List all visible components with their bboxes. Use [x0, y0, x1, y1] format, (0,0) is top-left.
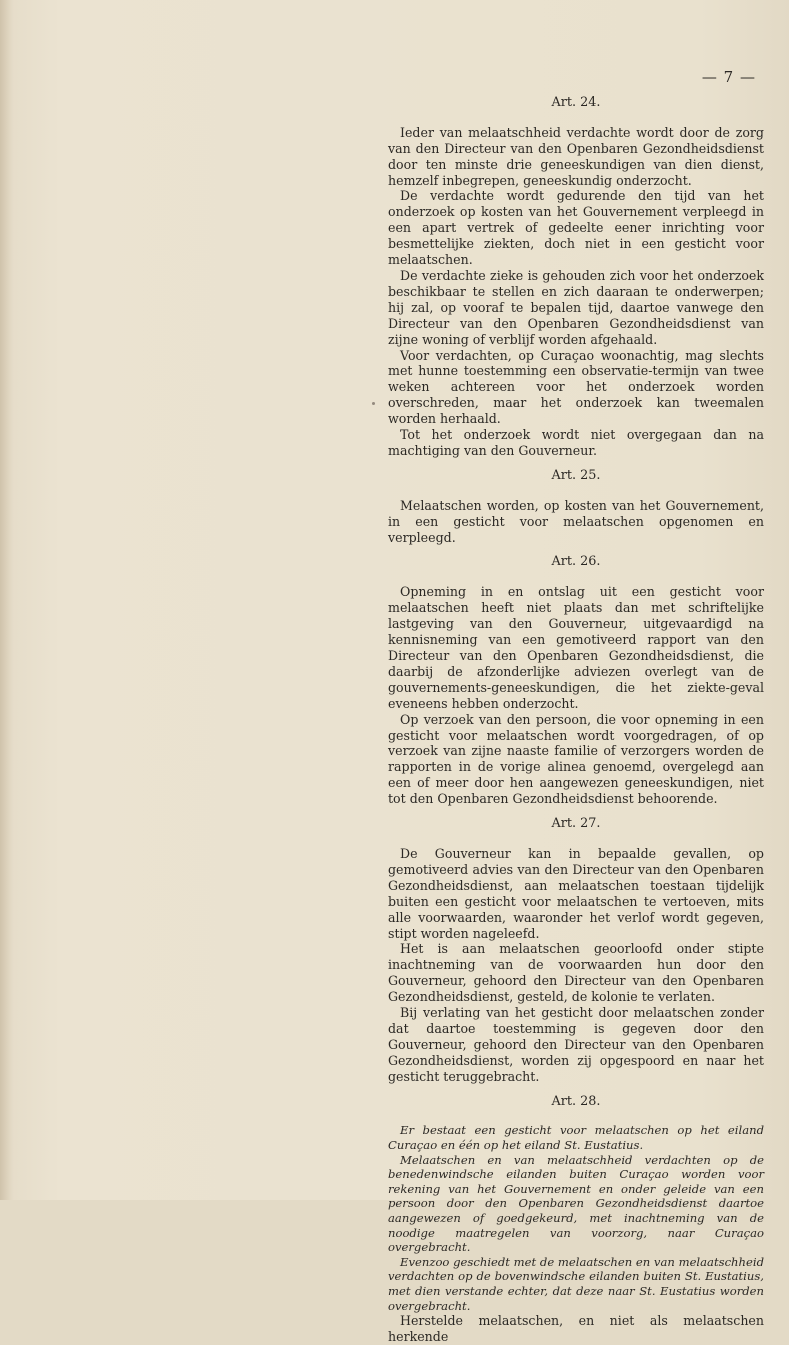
paper-speck: [372, 402, 375, 405]
paragraph: Op verzoek van den persoon, die voor opneming in een gesticht voor melaatschen wordt voorgedragen, of op verzoek van zijne naaste familie of verzorgers worden de rapporten in de vorige alinea genoemd, overgelegd aan een of meer door hen aangewezen geneeskundigen, niet tot den Openbaren Gezondheidsdienst behoorende.: [388, 711, 764, 807]
article-heading: Art. 25.: [551, 467, 601, 483]
text-column: [388, 70, 764, 1345]
paragraph: Ieder van melaatschheid verdachte wordt door de zorg van den Directeur van den Openbaren Gezondheidsdienst door ten minste drie geneeskundigen van dien dienst, hemzelf inbegrepen, geneeskundig onderzocht.: [388, 124, 764, 188]
article-heading: Art. 26.: [551, 554, 601, 570]
italic-paragraph: Melaatschen en van melaatschheid verdachten op de benedenwindsche eilanden buiten Curaçao worden voor rekening van het Gouvernement en onder geleide van een persoon door den Openbaren Gezondheidsdienst daartoe aangewezen of goedgekeurd, met inachtneming van de noodige maatregelen van voorzorg, naar Curaçao overgebracht.: [388, 1152, 764, 1255]
paragraph: Het is aan melaatschen geoorloofd onder stipte inachtneming van de voorwaarden hun door den Gouverneur, gehoord den Directeur van den Openbaren Gezondheidsdienst, gesteld, de kolonie te verlaten.: [388, 941, 764, 1005]
paragraph: De verdachte wordt gedurende den tijd van het onderzoek op kosten van het Gouvernement verpleegd in een apart vertrek of gedeelte eener inrichting voor besmettelijke ziekten, doch niet in een gesticht voor melaatschen.: [388, 188, 764, 268]
italic-paragraph: Evenzoo geschiedt met de melaatschen en van melaatschheid verdachten op de bovenwindsche eilanden buiten St. Eustatius, met dien verstande echter, dat deze naar St. Eustatius worden overgebracht.: [388, 1254, 764, 1313]
paragraph: Melaatschen worden, op kosten van het Gouvernement, in een gesticht voor melaatschen opgenomen en verpleegd.: [388, 497, 764, 545]
page-fold-shadow: [0, 0, 10, 1200]
paragraph: Herstelde melaatschen, en niet als melaatschen herkende: [388, 1313, 764, 1345]
paragraph: Voor verdachten, op Curaçao woonachtig, mag slechts met hunne toestemming een observatie-termijn van twee weken achtereen voor het onderzoek worden overschreden, maar het onderzoek kan tweemalen worden herhaald.: [388, 347, 764, 427]
paragraph: De verdachte zieke is gehouden zich voor het onderzoek beschikbaar te stellen en zich daaraan te onderwerpen; hij zal, op vooraf te bepalen tijd, daartoe vanwege den Directeur van den Openbaren Gezondheidsdienst van zijne woning of verblijf worden afgehaald.: [388, 267, 764, 347]
paragraph: De Gouverneur kan in bepaalde gevallen, op gemotiveerd advies van den Directeur van den Openbaren Gezondheidsdienst, aan melaatschen toestaan tijdelijk buiten een gesticht voor melaatschen te vertoeven, mits alle voorwaarden, waaronder het verlof wordt gegeven, stipt worden nageleefd.: [388, 845, 764, 941]
article-heading: Art. 28.: [551, 1093, 601, 1109]
page-number: — 7 —: [701, 68, 756, 86]
paragraph: Opneming in en ontslag uit een gesticht voor melaatschen heeft niet plaats dan met schriftelijke lastgeving van den Gouverneur, uitgevaardigd na kennisneming van een gemotiveerd rapport van den Directeur van den Openbaren Gezondheidsdienst, die daarbij de afzonderlijke adviezen overlegt van de gouvernements-geneeskundigen, die het ziekte-geval eveneens hebben onderzocht.: [388, 584, 764, 711]
italic-paragraph: Er bestaat een gesticht voor melaatschen op het eiland Curaçao en één op het eiland St. Eustatius.: [388, 1123, 764, 1153]
article-heading: Art. 27.: [551, 816, 601, 832]
paragraph: Bij verlating van het gesticht door melaatschen zonder dat daartoe toestemming is gegeven door den Gouverneur, gehoord den Directeur van den Openbaren Gezondheidsdienst, worden zij opgespoord en naar het gesticht teruggebracht.: [388, 1005, 764, 1084]
paragraph: Tot het onderzoek wordt niet overgegaan dan na machtiging van den Gouverneur.: [388, 427, 764, 458]
article-heading: Art. 24.: [551, 94, 601, 110]
